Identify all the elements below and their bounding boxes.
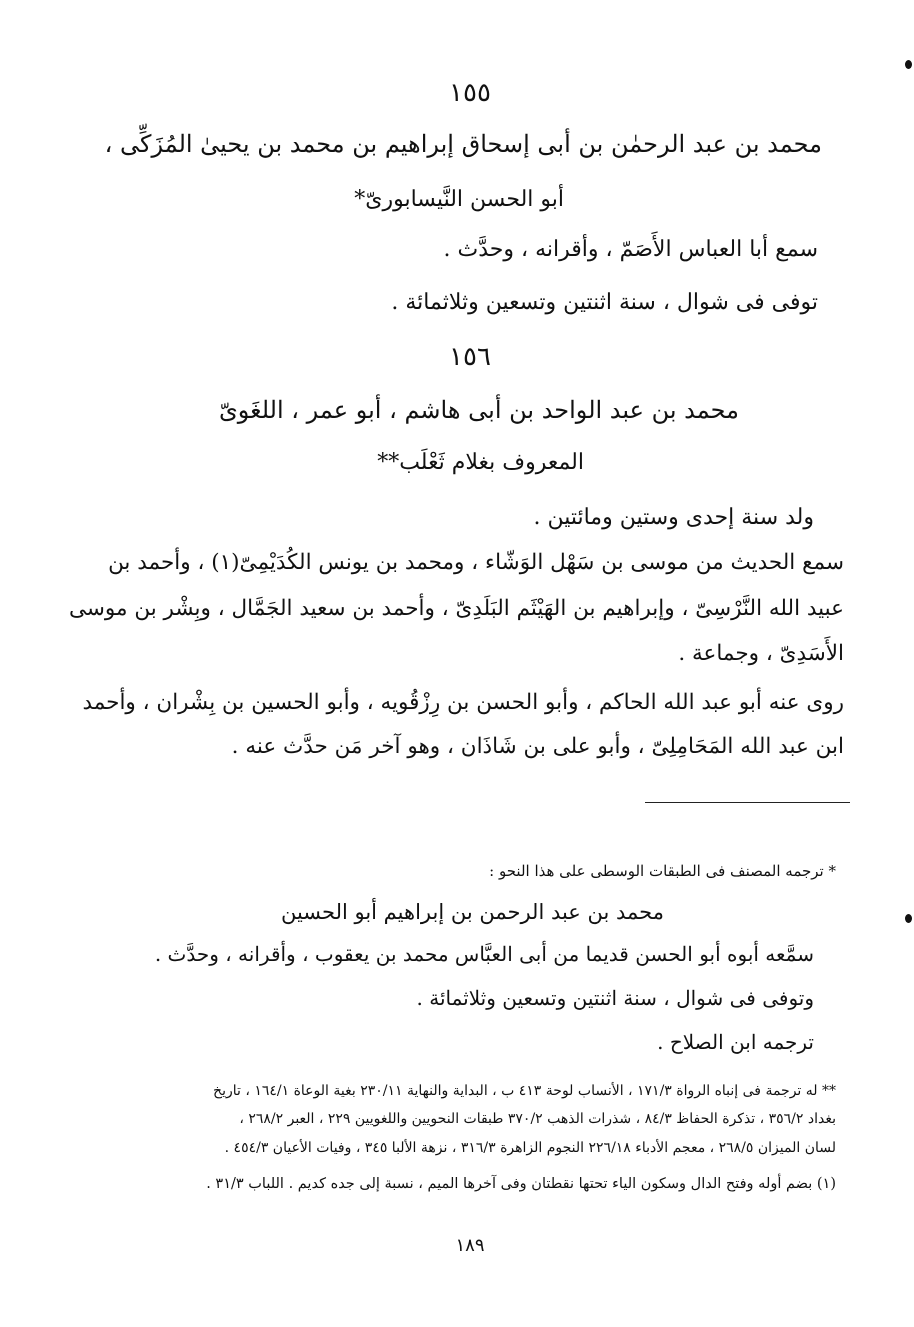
entry-paragraph: الأَسَدِىّ ، وجماعة . [678, 641, 844, 666]
entry-paragraph: ابن عبد الله المَحَامِلِىّ ، وأبو على بن شَاذَان ، وهو آخر مَن حدَّث عنه . [231, 734, 844, 759]
footnote-quote-line: ترجمه ابن الصلاح . [657, 1030, 814, 1054]
entry-paragraph: عبيد الله النَّرْسِىّ ، وإبراهيم بن الهَيْثَم البَلَدِىّ ، وأحمد بن سعيد الجَمَّال ، وبِشْر بن موسى [68, 596, 844, 621]
footnote-star-intro: * ترجمه المصنف فى الطبقات الوسطى على هذا النحو : [489, 862, 836, 880]
entry-number: ١٥٥ [449, 78, 491, 108]
entry-paragraph: سمع الحديث من موسى بن سَهْل الوَشّاء ، ومحمد بن يونس الكُدَيْمِىّ(١) ، وأحمد بن [108, 550, 844, 575]
entry-paragraph: سمع أبا العباس الأَصَمّ ، وأقرانه ، وحدَّث . [443, 237, 818, 262]
page-number: ١٨٩ [455, 1235, 485, 1256]
entry-name-line: محمد بن عبد الواحد بن أبى هاشم ، أبو عمر ، اللغَوىّ [218, 396, 739, 424]
entry-name-line: أبو الحسن النَّيسابورىّ* [354, 187, 564, 212]
footnote-quote-line: محمد بن عبد الرحمن بن إبراهيم أبو الحسين [280, 900, 664, 924]
entry-paragraph: ولد سنة إحدى وستين ومائتين . [533, 505, 814, 530]
footnote-sources-line: لسان الميزان ٢٦٨/٥ ، معجم الأدباء ٢٢٦/١٨ النجوم الزاهرة ٣١٦/٣ ، نزهة الألبا ٣٤٥ ، وفيات الأعيان ٤٥٤/٣ . [224, 1140, 836, 1156]
entry-name-line: محمد بن عبد الرحمٰن بن أبى إسحاق إبراهيم بن محمد بن يحيىٰ المُزَكِّى ، [104, 130, 822, 158]
entry-paragraph: توفى فى شوال ، سنة اثنتين وتسعين وثلاثمائة . [391, 290, 818, 315]
entry-name-line: المعروف بغلام ثَعْلَب** [377, 450, 584, 475]
footnote-quote-line: سمَّعه أبوه أبو الحسن قديما من أبى العبَّاس محمد بن يعقوب ، وأقرانه ، وحدَّث . [154, 942, 814, 966]
footnote-quote-line: وتوفى فى شوال ، سنة اثنتين وتسعين وثلاثمائة . [416, 986, 814, 1010]
entry-number: ١٥٦ [449, 342, 491, 372]
footnote-sources-line: بغداد ٣٥٦/٢ ، تذكرة الحفاظ ٨٤/٣ ، شذرات الذهب ٣٧٠/٢ طبقات النحويين واللغويين ٢٢٩ ، العبر ٢٦٨/٢ ، [239, 1111, 836, 1127]
footnote-numbered: (١) بضم أوله وفتح الدال وسكون الياء تحتها نقطتان وفى آخرها الميم ، نسبة إلى جده كديم . اللباب ٣١/٣ . [206, 1176, 836, 1192]
margin-mark-middle [905, 914, 912, 923]
entry-paragraph: روى عنه أبو عبد الله الحاكم ، وأبو الحسن بن رِزْقُويه ، وأبو الحسين بن بِشْران ، وأحمد [82, 690, 844, 715]
footnote-divider [645, 802, 850, 803]
margin-mark-top [905, 60, 912, 69]
footnote-sources-line: ** له ترجمة فى إنباه الرواة ١٧١/٣ ، الأنساب لوحة ٤١٣ ب ، البداية والنهاية ٢٣٠/١١ بغية الوعاة ١٦٤/١ ، تاريخ [213, 1083, 836, 1099]
